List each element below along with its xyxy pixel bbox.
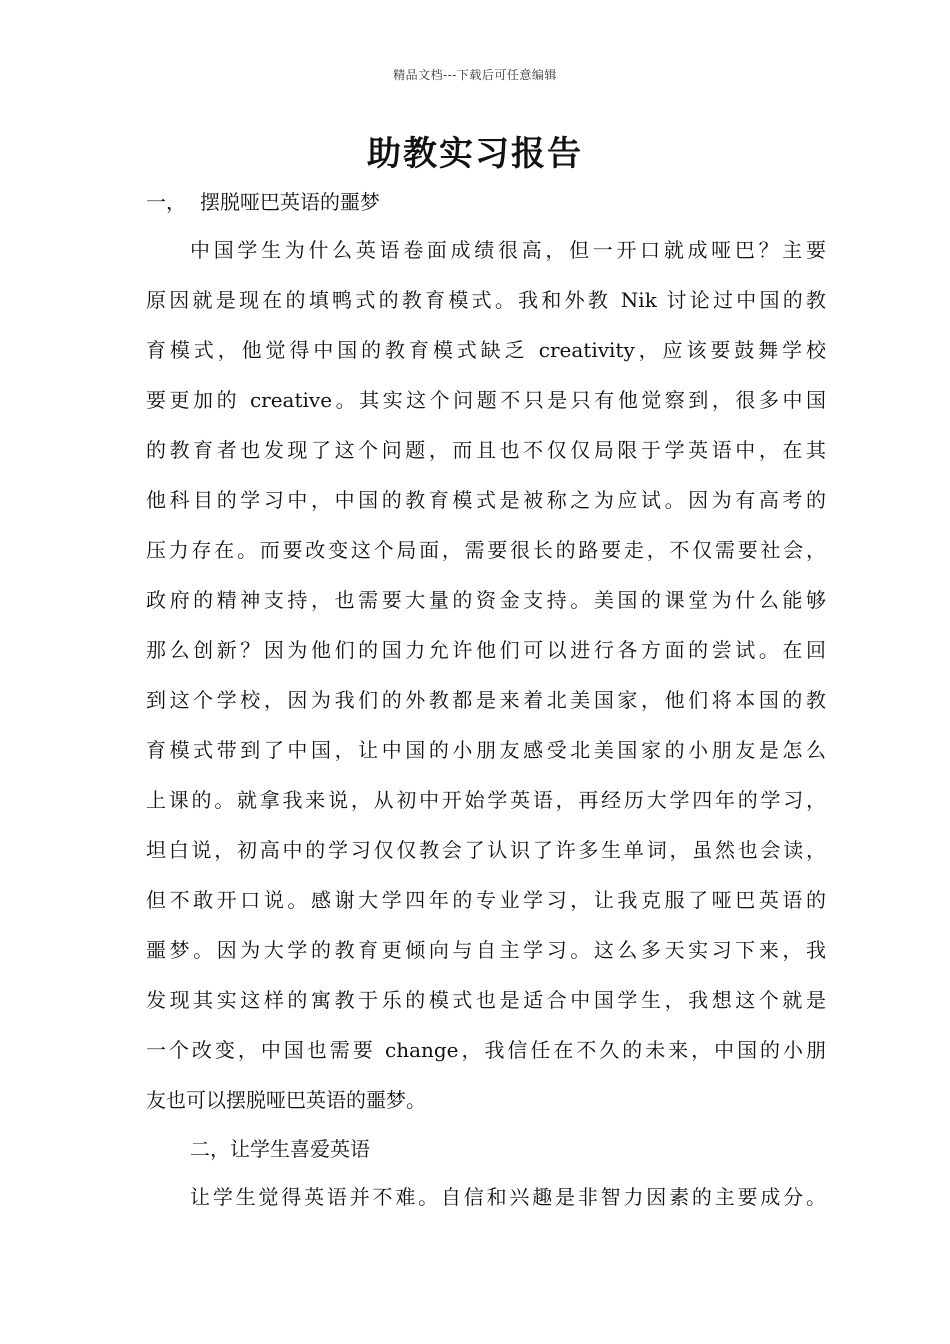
paragraph-line: 噩梦。因为大学的教育更倾向与自主学习。这么多天实习下来，我 (146, 938, 826, 962)
section-number-1: 一， (146, 190, 186, 214)
paragraph-line: 让学生觉得英语并不难。自信和兴趣是非智力因素的主要成分。 (190, 1185, 826, 1209)
paragraph-line: 的教育者也发现了这个问题，而且也不仅仅局限于学英语中，在其 (146, 438, 826, 462)
paragraph-line: 他科目的学习中，中国的教育模式是被称之为应试。因为有高考的 (146, 488, 826, 512)
paragraph-line: 育模式带到了中国，让中国的小朋友感受北美国家的小朋友是怎么 (146, 738, 826, 762)
paragraph-line: 要更加的 creative。其实这个问题不只是只有他觉察到，很多中国 (146, 388, 826, 412)
paragraph-line: 到这个学校，因为我们的外教都是来着北美国家，他们将本国的教 (146, 688, 826, 712)
paragraph-line: 政府的精神支持，也需要大量的资金支持。美国的课堂为什么能够 (146, 588, 826, 612)
paragraph-line: 发现其实这样的寓教于乐的模式也是适合中国学生，我想这个就是 (146, 988, 826, 1012)
paragraph-line: 中国学生为什么英语卷面成绩很高，但一开口就成哑巴？主要 (190, 238, 826, 262)
paragraph-line: 原因就是现在的填鸭式的教育模式。我和外教 Nik 讨论过中国的教 (146, 288, 826, 312)
page-header-watermark: 精品文档---下载后可任意编辑 (393, 68, 557, 82)
paragraph-line: 友也可以摆脱哑巴英语的噩梦。 (146, 1088, 426, 1112)
paragraph-line: 但不敢开口说。感谢大学四年的专业学习，让我克服了哑巴英语的 (146, 888, 826, 912)
paragraph-line: 育模式，他觉得中国的教育模式缺乏 creativity，应该要鼓舞学校 (146, 338, 826, 362)
paragraph-line: 坦白说，初高中的学习仅仅教会了认识了许多生单词，虽然也会读， (146, 838, 826, 862)
paragraph-line: 那么创新？因为他们的国力允许他们可以进行各方面的尝试。在回 (146, 638, 826, 662)
paragraph-line: 压力存在。而要改变这个局面，需要很长的路要走，不仅需要社会， (146, 538, 826, 562)
section-title-1: 摆脱哑巴英语的噩梦 (200, 190, 380, 214)
paragraph-line: 上课的。就拿我来说，从初中开始学英语，再经历大学四年的学习， (146, 788, 826, 812)
section-heading-1 (146, 186, 380, 215)
paragraph-line: 一个改变，中国也需要 change，我信任在不久的未来，中国的小朋 (146, 1038, 826, 1062)
section-heading-2: 二，让学生喜爱英语 (190, 1137, 370, 1161)
document-title: 助教实习报告 (367, 134, 583, 174)
